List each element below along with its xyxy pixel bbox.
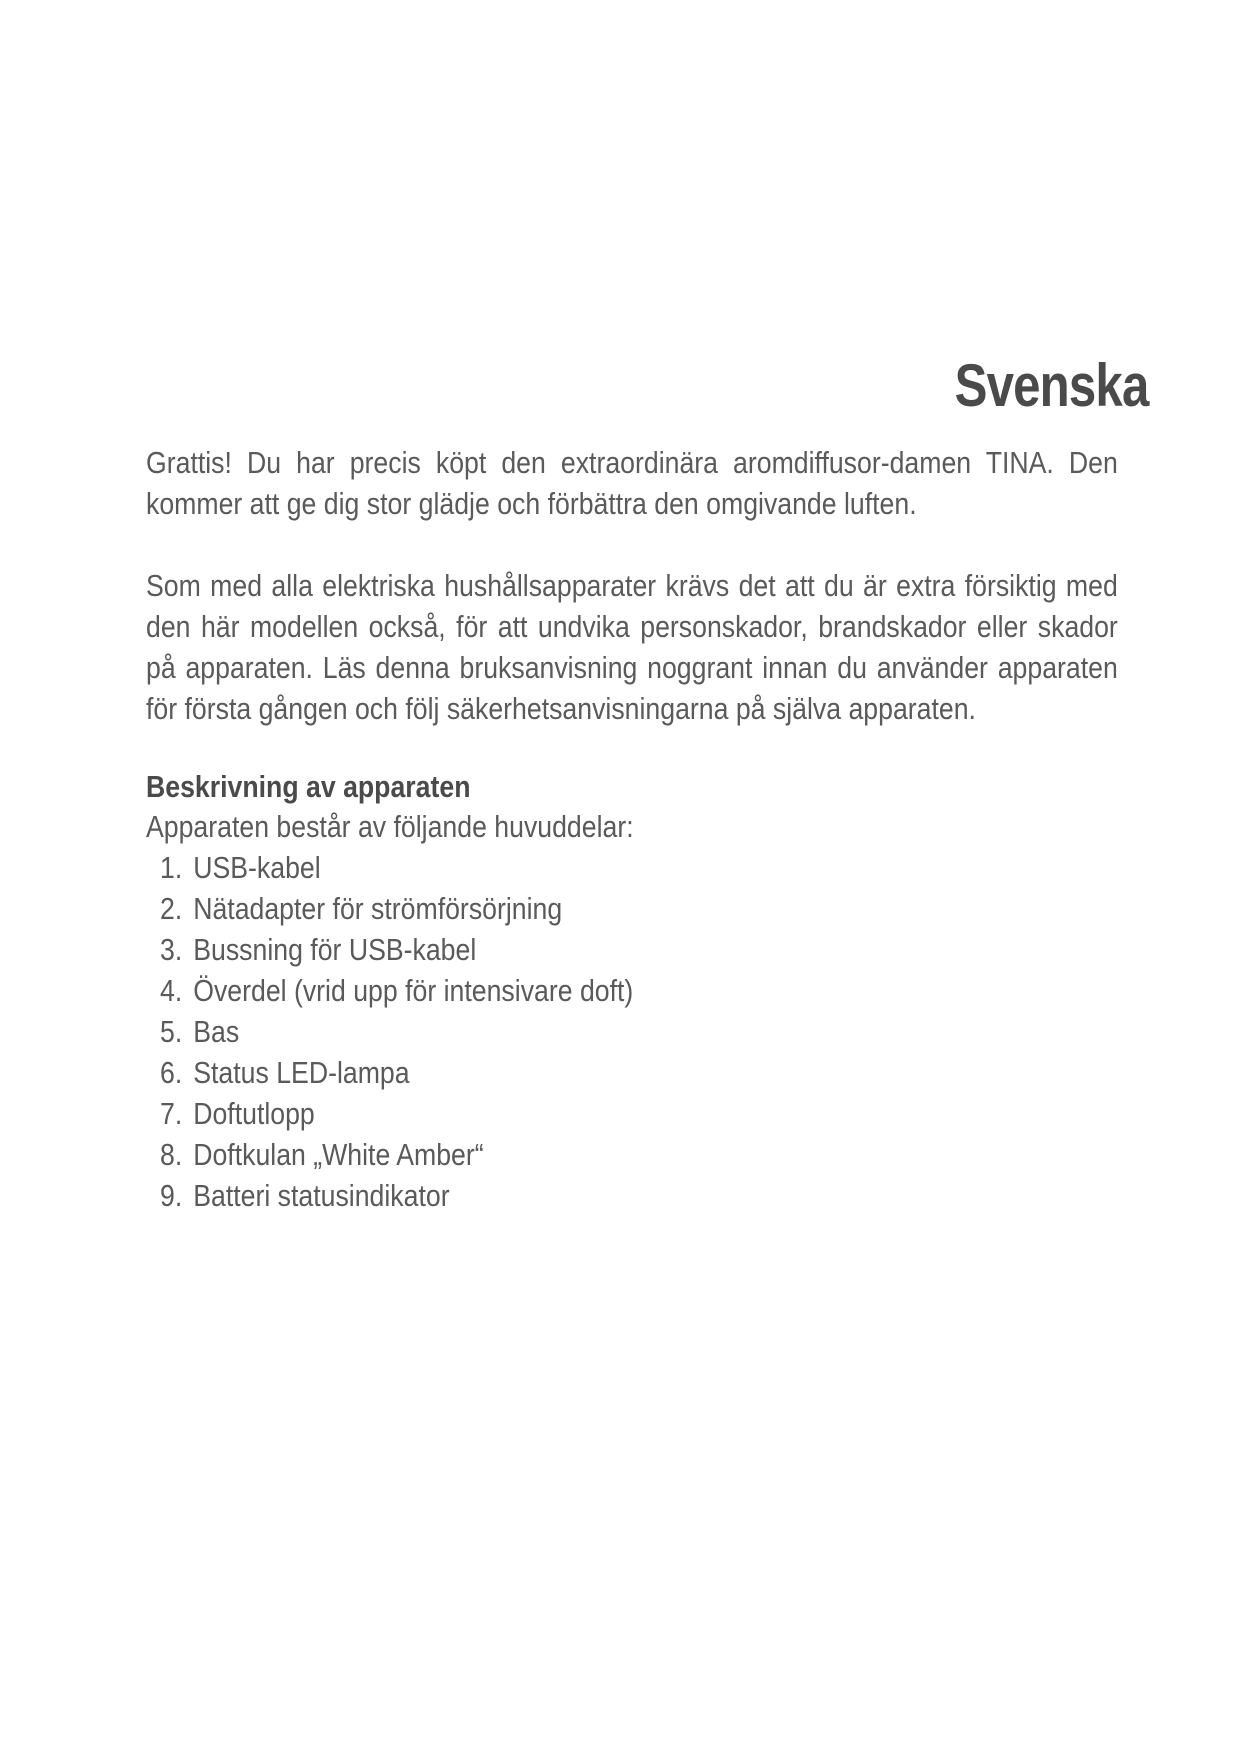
list-item-label: Överdel (vrid upp för intensivare doft): [193, 973, 634, 1008]
list-item: [160, 888, 982, 929]
list-item-number: 8.: [160, 1137, 183, 1172]
list-item-number: 5.: [160, 1014, 183, 1049]
section-intro: Apparaten består av följande huvuddelar:: [146, 809, 634, 844]
list-item: [160, 1134, 982, 1175]
list-item-number: 2.: [160, 891, 183, 926]
document-body: [146, 442, 1116, 1216]
page-title: Svenska: [955, 352, 1149, 419]
list-item: [160, 847, 982, 888]
list-item: [160, 1093, 982, 1134]
list-item: [160, 970, 982, 1011]
list-item: [160, 1175, 982, 1216]
list-item-label: Bas: [193, 1014, 240, 1049]
list-item-label: Batteri statusindikator: [193, 1178, 450, 1213]
list-item-number: 1.: [160, 850, 183, 885]
list-item-number: 9.: [160, 1178, 183, 1213]
list-item-number: 6.: [160, 1055, 183, 1090]
parts-list: [146, 847, 1116, 1216]
section-heading: Beskrivning av apparaten: [146, 769, 471, 804]
list-item: [160, 1011, 982, 1052]
list-item-label: Doftutlopp: [193, 1096, 315, 1131]
safety-paragraph: Som med alla elektriska hushållsapparater krävs det att du är extra försiktig med den här modellen också, för att undvika personskador, brandskador eller skador på apparaten. Läs denna bruksanvisning noggrant innan du använder apparaten för första gången och följ säkerhetsanvisningarna på själva apparaten.: [146, 568, 1118, 726]
list-item-label: Status LED-lampa: [193, 1055, 410, 1090]
intro-paragraph: Grattis! Du har precis köpt den extraordinära aromdiffusor-damen TINA. Den kommer att ge dig stor glädje och förbättra den omgivande luften.: [146, 445, 1118, 521]
list-item: [160, 929, 982, 970]
list-item-number: 7.: [160, 1096, 183, 1131]
list-item-label: USB-kabel: [193, 850, 321, 885]
list-item-label: Doftkulan „White Amber“: [193, 1137, 484, 1172]
list-item: [160, 1052, 982, 1093]
list-item-number: 4.: [160, 973, 183, 1008]
list-item-label: Bussning för USB-kabel: [193, 932, 477, 967]
list-item-number: 3.: [160, 932, 183, 967]
list-item-label: Nätadapter för strömförsörjning: [193, 891, 563, 926]
